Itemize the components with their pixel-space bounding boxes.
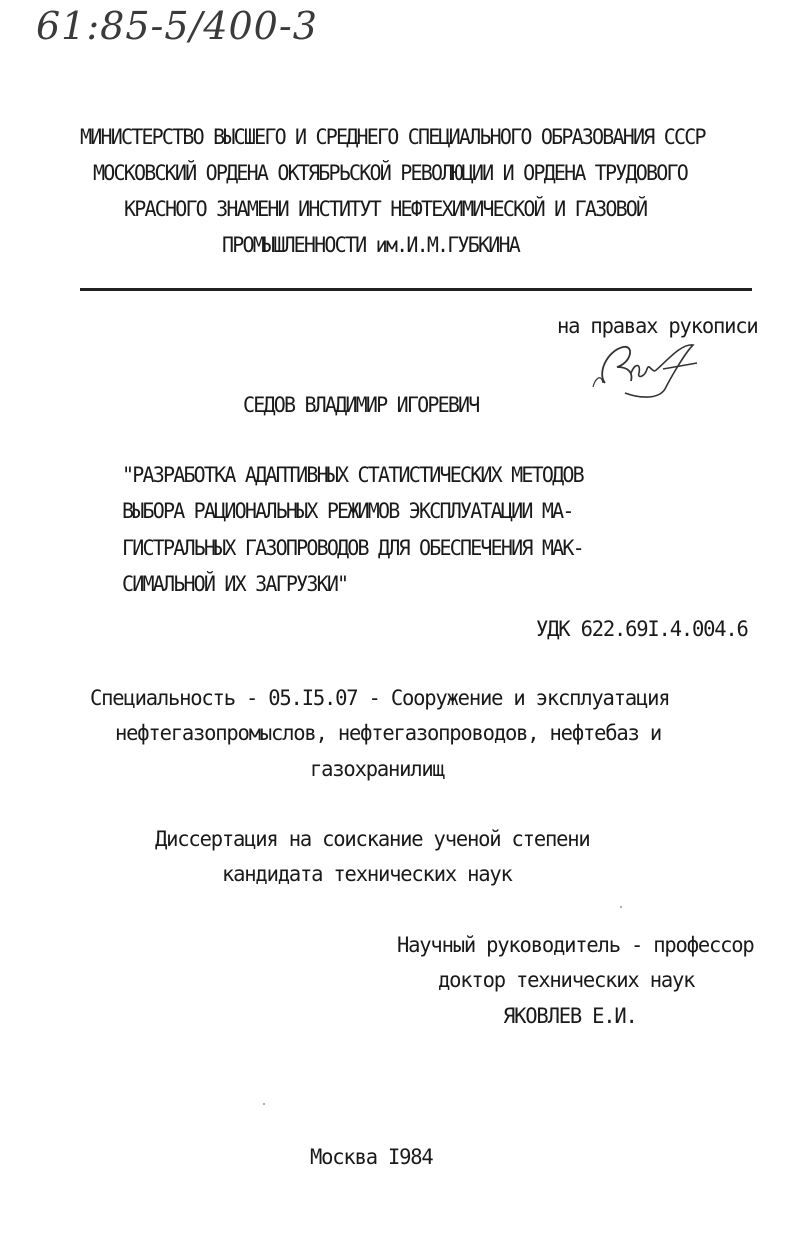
specialty-line-1: Специальность - 05.I5.07 - Сооружение и эксплуатация xyxy=(90,685,670,711)
udk-code: УДК 622.69I.4.004.6 xyxy=(536,616,748,642)
signature-icon xyxy=(585,333,710,403)
scan-speck xyxy=(620,906,622,908)
title-line-2: ВЫБОРА РАЦИОНАЛЬНЫХ РЕЖИМОВ ЭКСПЛУАТАЦИИ МА- xyxy=(122,498,573,524)
degree-line-2: кандидата технических наук xyxy=(222,861,512,887)
supervisor-line-1: Научный руководитель - профессор xyxy=(397,932,754,958)
header-rule xyxy=(80,288,752,291)
supervisor-line-2: доктор технических наук xyxy=(438,967,695,993)
ministry-line-2: МОСКОВСКИЙ ОРДЕНА ОКТЯБРЬСКОЙ РЕВОЛЮЦИИ И ОРДЕНА ТРУДОВОГО xyxy=(93,160,687,186)
title-line-1: "РАЗРАБОТКА АДАПТИВНЫХ СТАТИСТИЧЕСКИХ МЕТОДОВ xyxy=(122,462,583,488)
place-and-year: Москва I984 xyxy=(310,1144,433,1170)
scan-speck xyxy=(263,1103,265,1105)
manuscript-note: на правах рукописи xyxy=(557,313,758,339)
ministry-line-3: КРАСНОГО ЗНАМЕНИ ИНСТИТУТ НЕФТЕХИМИЧЕСКОЙ И ГАЗОВОЙ xyxy=(124,196,647,222)
specialty-line-2: нефтегазопромыслов, нефтегазопроводов, нефтебаз и xyxy=(115,720,661,746)
degree-line-1: Диссертация на соискание ученой степени xyxy=(155,826,590,852)
specialty-line-3: газохранилищ xyxy=(310,756,444,782)
ministry-line-1: МИНИСТЕРСТВО ВЫСШЕГО И СРЕДНЕГО СПЕЦИАЛЬНОГО ОБРАЗОВАНИЯ СССР xyxy=(80,124,705,150)
author-name: СЕДОВ ВЛАДИМИР ИГОРЕВИЧ xyxy=(243,392,479,418)
supervisor-line-3: ЯКОВЛЕВ Е.И. xyxy=(503,1003,637,1029)
handwritten-archive-code: 61:85-5/400-3 xyxy=(36,4,318,48)
title-line-3: ГИСТРАЛЬНЫХ ГАЗОПРОВОДОВ ДЛЯ ОБЕСПЕЧЕНИЯ МАК- xyxy=(122,535,583,561)
title-line-4: СИМАЛЬНОЙ ИХ ЗАГРУЗКИ" xyxy=(122,571,348,597)
ministry-line-4: ПРОМЫШЛЕННОСТИ им.И.М.ГУБКИНА xyxy=(222,232,519,258)
